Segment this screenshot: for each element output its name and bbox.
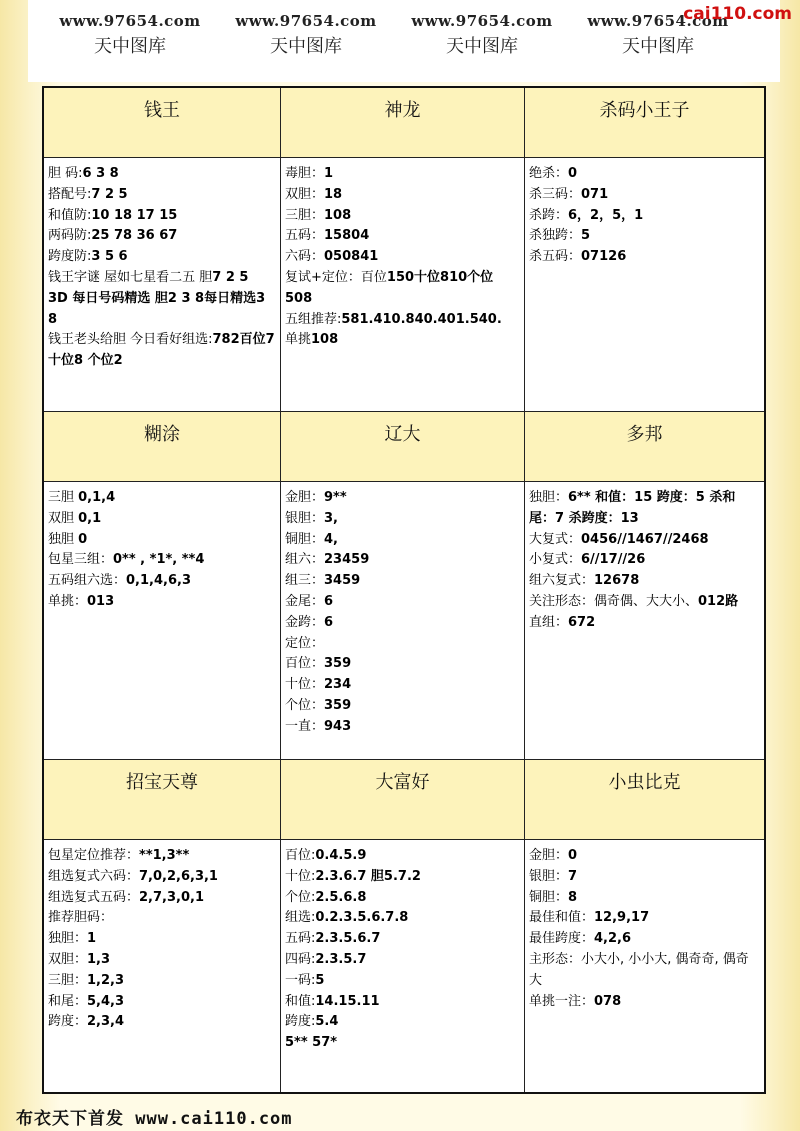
section-line <box>285 330 520 351</box>
line-label: 单挑： <box>48 593 88 609</box>
line-value: 2,7,3,0,1 <box>139 889 204 905</box>
line-label: 直组： <box>529 614 569 630</box>
section-line <box>285 310 520 331</box>
line-value: 0** , *1*, **4 <box>113 552 205 568</box>
section-line <box>285 696 520 717</box>
line-label: 三胆： <box>48 972 88 988</box>
section-line <box>48 185 276 206</box>
section-line <box>285 268 520 310</box>
section-line <box>529 592 760 613</box>
line-value: 943 <box>324 718 352 734</box>
section-line <box>285 950 520 971</box>
watermark-name: 天中图库 <box>622 36 694 57</box>
line-label: 铜胆： <box>529 889 569 905</box>
line-label: 跨度： <box>48 1014 88 1030</box>
line-value: 6，2，5，1 <box>568 207 644 223</box>
line-value: 782百位7 十位8 个位2 <box>48 332 275 369</box>
line-label: 复试+定位：百位 <box>285 269 387 285</box>
line-value: 581.410.840.401.540. <box>341 311 502 327</box>
line-value: 3, <box>324 510 338 526</box>
line-value: 12678 <box>594 573 640 589</box>
line-value: 0 <box>78 531 88 547</box>
line-label: 最佳和值： <box>529 910 595 926</box>
section-body <box>281 482 525 760</box>
section-title: 大富好 <box>281 760 525 840</box>
line-value: 6//17//26 <box>581 552 646 568</box>
section-line <box>48 592 276 613</box>
line-label: 三胆： <box>285 207 325 223</box>
line-value: 359 <box>324 697 352 713</box>
section-line <box>529 247 760 268</box>
section-line <box>529 206 760 227</box>
line-label: 杀独跨： <box>529 228 582 244</box>
section-body <box>44 158 281 412</box>
watermark-url: www.97654.com <box>59 12 201 30</box>
section-line <box>529 550 760 571</box>
section-line <box>48 1012 276 1033</box>
line-value: 1,2,3 <box>87 972 125 988</box>
line-label: 个位： <box>285 697 325 713</box>
line-value: 0 <box>568 848 578 863</box>
line-value: 234 <box>324 677 352 693</box>
line-value: 8 <box>568 889 578 905</box>
section-line <box>529 185 760 206</box>
section-line <box>285 971 520 992</box>
line-label: 跨度: <box>285 1014 316 1030</box>
line-value: 0,1,4,6,3 <box>126 573 191 589</box>
line-label: 五组推荐: <box>285 311 342 327</box>
line-label: 和值: <box>285 993 316 1009</box>
section-line <box>48 971 276 992</box>
line-value: 9** <box>324 490 347 505</box>
line-value: 23459 <box>324 552 370 568</box>
line-value: 108 <box>324 207 352 223</box>
watermark-name: 天中图库 <box>446 36 518 57</box>
section-line <box>285 164 520 185</box>
line-label: 关注形态：偶奇偶、大大小、 <box>529 593 699 609</box>
section-line <box>48 571 276 592</box>
line-label: 组三： <box>285 573 325 589</box>
section-line <box>285 509 520 530</box>
section-line <box>529 613 760 634</box>
section-line <box>529 929 760 950</box>
section-line <box>285 592 520 613</box>
line-value: 7 2 5 <box>91 186 128 202</box>
line-value: 2.5.6.8 <box>315 889 367 905</box>
section-line <box>285 1012 520 1033</box>
section-line <box>285 247 520 268</box>
section-line <box>48 289 276 331</box>
section-line <box>48 950 276 971</box>
line-value: 1,3 <box>87 951 111 967</box>
watermark-url: www.97654.com <box>411 12 553 30</box>
line-value: 071 <box>581 186 609 202</box>
section-line <box>285 226 520 247</box>
section-line <box>529 888 760 909</box>
line-label: 十位: <box>285 868 316 884</box>
site-tag[interactable]: cai110.com <box>683 4 792 24</box>
line-value: 6** 和值：15 跨度：5 杀和尾：7 杀跨度：13 <box>529 490 736 526</box>
line-label: 一码: <box>285 972 316 988</box>
line-value: 5 <box>581 228 591 244</box>
section-title: 辽大 <box>281 412 525 482</box>
line-value: 013 <box>87 593 115 609</box>
line-label: 杀三码： <box>529 186 582 202</box>
line-value: 6 <box>324 614 334 630</box>
line-value: 6 3 8 <box>82 166 119 181</box>
section-line <box>48 206 276 227</box>
line-value: 15804 <box>324 228 370 244</box>
section-line <box>529 164 760 185</box>
section-title: 糊涂 <box>44 412 281 482</box>
section-line <box>285 488 520 509</box>
section-line <box>48 330 276 372</box>
section-line <box>285 867 520 888</box>
line-value: 2.3.5.7 <box>315 951 367 967</box>
line-value: 4, <box>324 531 338 547</box>
section-body <box>281 158 525 412</box>
line-label: 杀跨： <box>529 207 569 223</box>
line-label: 组六复式： <box>529 573 595 589</box>
section-title: 小虫比克 <box>525 760 764 840</box>
line-value: 0,1,4 <box>78 490 116 505</box>
section-line <box>529 226 760 247</box>
line-label: 杀五码： <box>529 249 582 265</box>
line-value: 0.4.5.9 <box>315 848 367 863</box>
line-value: 0.2.3.5.6.7.8 <box>315 910 409 926</box>
line-value: 1 <box>324 166 334 181</box>
line-label: 个位: <box>285 889 316 905</box>
line-label: 一直： <box>285 718 325 734</box>
section-line <box>285 929 520 950</box>
line-value: 3 5 6 <box>91 249 128 265</box>
line-label: 百位： <box>285 656 325 672</box>
section-body <box>525 840 764 1092</box>
section-line <box>48 846 276 867</box>
line-label: 四码: <box>285 951 316 967</box>
section-line <box>285 206 520 227</box>
watermark-banner <box>28 0 780 82</box>
line-label: 组选复式五码： <box>48 889 140 905</box>
line-label: 定位： <box>285 635 325 651</box>
section-line <box>48 908 276 929</box>
line-label: 胆 码: <box>48 166 83 181</box>
section-line <box>285 634 520 655</box>
watermark-name: 天中图库 <box>270 36 342 57</box>
section-line <box>285 992 520 1013</box>
line-value: 2.3.5.6.7 <box>315 931 381 947</box>
section-line <box>285 654 520 675</box>
line-value: 2,3,4 <box>87 1014 125 1030</box>
line-value: 012路 <box>698 593 739 609</box>
section-line <box>529 530 760 551</box>
line-label: 金胆： <box>529 848 569 863</box>
line-label: 包星定位推荐： <box>48 848 140 863</box>
line-value: 0,1 <box>78 510 102 526</box>
section-line <box>529 571 760 592</box>
section-body <box>44 482 281 760</box>
line-label: 双胆： <box>48 951 88 967</box>
line-value: 150十位810个位508 <box>285 269 494 306</box>
prediction-table <box>42 86 766 1094</box>
line-value: 5.4 <box>315 1014 339 1030</box>
line-label: 钱王字谜 屋如七星看二五 胆 <box>48 269 213 285</box>
line-label: 五码组六选： <box>48 573 127 589</box>
line-value: 359 <box>324 656 352 672</box>
line-label: 三胆 <box>48 490 79 505</box>
line-value: 2.3.6.7 胆5.7.2 <box>315 868 421 884</box>
section-line <box>48 550 276 571</box>
line-value: 050841 <box>324 249 379 265</box>
section-line <box>48 888 276 909</box>
section-line <box>285 846 520 867</box>
line-label: 搭配号: <box>48 186 92 202</box>
section-line <box>285 185 520 206</box>
line-label: 和尾： <box>48 993 88 1009</box>
line-label: 金跨： <box>285 614 325 630</box>
section-title: 杀码小王子 <box>525 88 764 158</box>
line-value: 10 18 17 15 <box>91 207 178 223</box>
section-line <box>48 488 276 509</box>
line-label: 组选复式六码： <box>48 868 140 884</box>
line-value: 3459 <box>324 573 361 589</box>
watermark-1 <box>40 12 220 58</box>
line-label: 六码： <box>285 249 325 265</box>
line-label: 百位: <box>285 848 316 863</box>
section-title: 招宝天尊 <box>44 760 281 840</box>
line-label: 最佳跨度： <box>529 931 595 947</box>
footer-credit: 布衣天下首发 www.cai110.com <box>16 1109 293 1129</box>
line-value: 078 <box>594 993 622 1009</box>
section-line <box>529 908 760 929</box>
line-label: 组六： <box>285 552 325 568</box>
line-label: 主形态：小大小, 小小大, 偶奇奇, 偶奇大 <box>529 951 749 988</box>
line-value: 14.15.11 <box>315 993 380 1009</box>
section-line <box>529 867 760 888</box>
section-line <box>48 268 276 289</box>
line-label: 推荐胆码： <box>48 910 114 926</box>
line-value: 18 <box>324 186 343 202</box>
line-value: 07126 <box>581 249 627 265</box>
line-label: 独胆 <box>48 531 79 547</box>
line-value: 12,9,17 <box>594 910 650 926</box>
line-label: 独胆： <box>48 931 88 947</box>
line-value: 7,0,2,6,3,1 <box>139 868 218 884</box>
line-label: 独胆： <box>529 490 569 505</box>
line-label: 铜胆： <box>285 531 325 547</box>
line-label: 两码防: <box>48 228 92 244</box>
line-value: 1 <box>87 931 97 947</box>
line-label: 双胆 <box>48 510 79 526</box>
section-line <box>285 550 520 571</box>
section-line <box>285 613 520 634</box>
line-label: 钱王老头给胆 今日看好组选: <box>48 332 213 348</box>
section-line <box>285 1033 520 1054</box>
line-label: 单挑 <box>285 332 312 348</box>
section-line <box>285 675 520 696</box>
section-line <box>48 226 276 247</box>
line-label: 大复式： <box>529 531 582 547</box>
line-label: 五码: <box>285 931 316 947</box>
line-label: 金尾： <box>285 593 325 609</box>
line-label: 和值防: <box>48 207 92 223</box>
section-line <box>48 509 276 530</box>
section-line <box>285 888 520 909</box>
section-body <box>525 158 764 412</box>
section-line <box>48 929 276 950</box>
line-value: 0 <box>568 166 578 181</box>
watermark-url: www.97654.com <box>587 12 729 30</box>
section-body <box>44 840 281 1092</box>
watermark-2 <box>216 12 396 58</box>
section-title: 神龙 <box>281 88 525 158</box>
line-label: 五码： <box>285 228 325 244</box>
line-value: 3D 每日号码精选 胆2 3 8每日精选3 8 <box>48 290 266 327</box>
section-body <box>525 482 764 760</box>
section-line <box>285 530 520 551</box>
section-line <box>529 488 760 530</box>
section-line <box>48 247 276 268</box>
section-line <box>48 992 276 1013</box>
line-label: 银胆： <box>285 510 325 526</box>
line-label: 绝杀： <box>529 166 569 181</box>
line-value: 0456//1467//2468 <box>581 531 709 547</box>
watermark-3 <box>392 12 572 58</box>
line-label: 毒胆： <box>285 166 325 181</box>
section-line <box>48 867 276 888</box>
line-value: 5,4,3 <box>87 993 125 1009</box>
line-value: 672 <box>568 614 596 630</box>
section-line <box>529 950 760 992</box>
line-value: 25 78 36 67 <box>91 228 178 244</box>
line-label: 金胆： <box>285 490 325 505</box>
line-value: 7 <box>568 868 578 884</box>
line-label: 银胆： <box>529 868 569 884</box>
line-label: 包星三组： <box>48 552 114 568</box>
line-label: 十位： <box>285 677 325 693</box>
line-value: 5** 57* <box>285 1035 338 1051</box>
line-value: 4,2,6 <box>594 931 632 947</box>
section-body <box>281 840 525 1092</box>
section-line <box>529 846 760 867</box>
line-label: 双胆： <box>285 186 325 202</box>
line-label: 组选: <box>285 910 316 926</box>
watermark-url: www.97654.com <box>235 12 377 30</box>
line-value: **1,3** <box>139 848 190 863</box>
section-line <box>285 571 520 592</box>
line-value: 5 <box>315 972 325 988</box>
section-line <box>48 164 276 185</box>
watermark-name: 天中图库 <box>94 36 166 57</box>
section-title: 钱王 <box>44 88 281 158</box>
line-value: 6 <box>324 593 334 609</box>
line-value: 7 2 5 <box>212 269 249 285</box>
section-title: 多邦 <box>525 412 764 482</box>
section-line <box>285 908 520 929</box>
section-line <box>48 530 276 551</box>
line-value: 108 <box>311 332 339 348</box>
section-line <box>529 992 760 1013</box>
section-line <box>285 717 520 738</box>
line-label: 小复式： <box>529 552 582 568</box>
line-label: 跨度防: <box>48 249 92 265</box>
line-label: 单挑一注： <box>529 993 595 1009</box>
